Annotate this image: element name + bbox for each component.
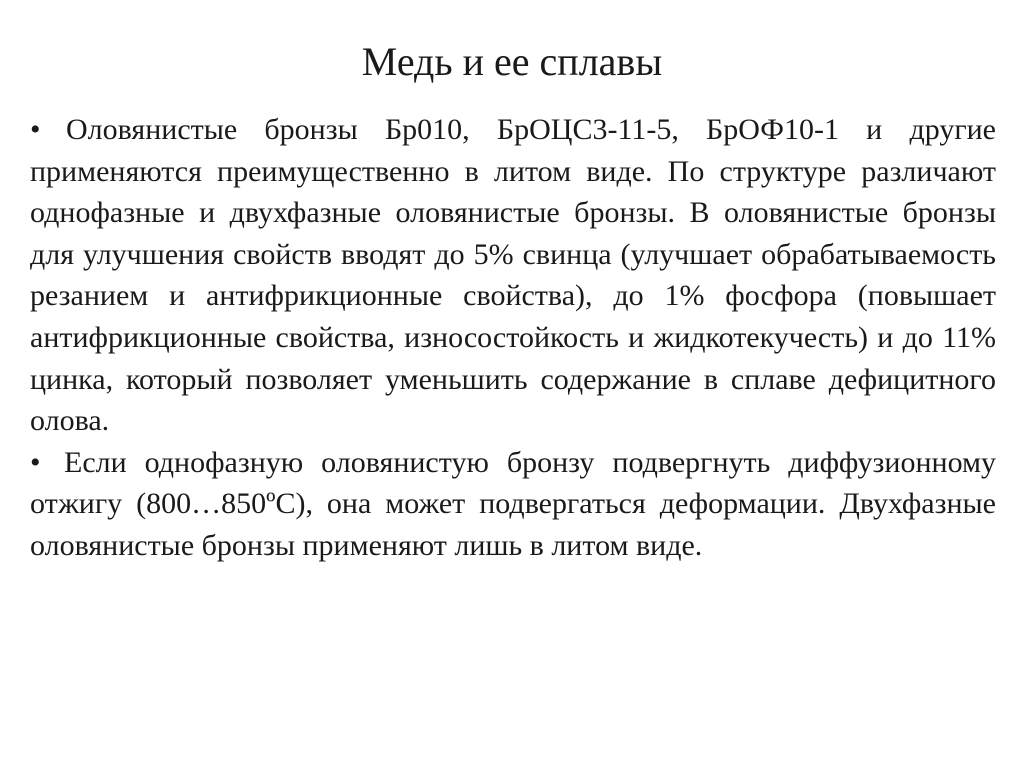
bullet-marker: • bbox=[30, 445, 41, 479]
slide-content bbox=[30, 109, 996, 567]
slide-title: Медь и ее сплавы bbox=[361, 39, 663, 84]
bullet-paragraph-1 bbox=[30, 109, 996, 442]
bullet-marker: • bbox=[30, 113, 41, 146]
bullet-text: Оловянистые бронзы Бр010, БрОЦС3-11-5, БрОФ10-1 и другие применяются преимущественно в литом виде. По структуре различают однофазные и двухфазные оловянистые бронзы. В оловянистые бронзы для улучшения свойств вводят до 5% свинца (улучшает обрабатываемость резанием и антифрикционные свойства), до 1% фосфора (повышает антифрикционные свойства, износостойкость и жидкотекучесть) и до 11% цинка, который позволяет уменьшить содержание в сплаве дефицитного олова. bbox=[30, 113, 996, 438]
bullet-text: Если однофазную оловянистую бронзу подвергнуть диффузионному отжигу (800…850ºС), она может подвергаться деформации. Двухфазные оловянистые бронзы применяют лишь в литом виде. bbox=[30, 445, 996, 562]
bullet-paragraph-2 bbox=[30, 442, 996, 567]
